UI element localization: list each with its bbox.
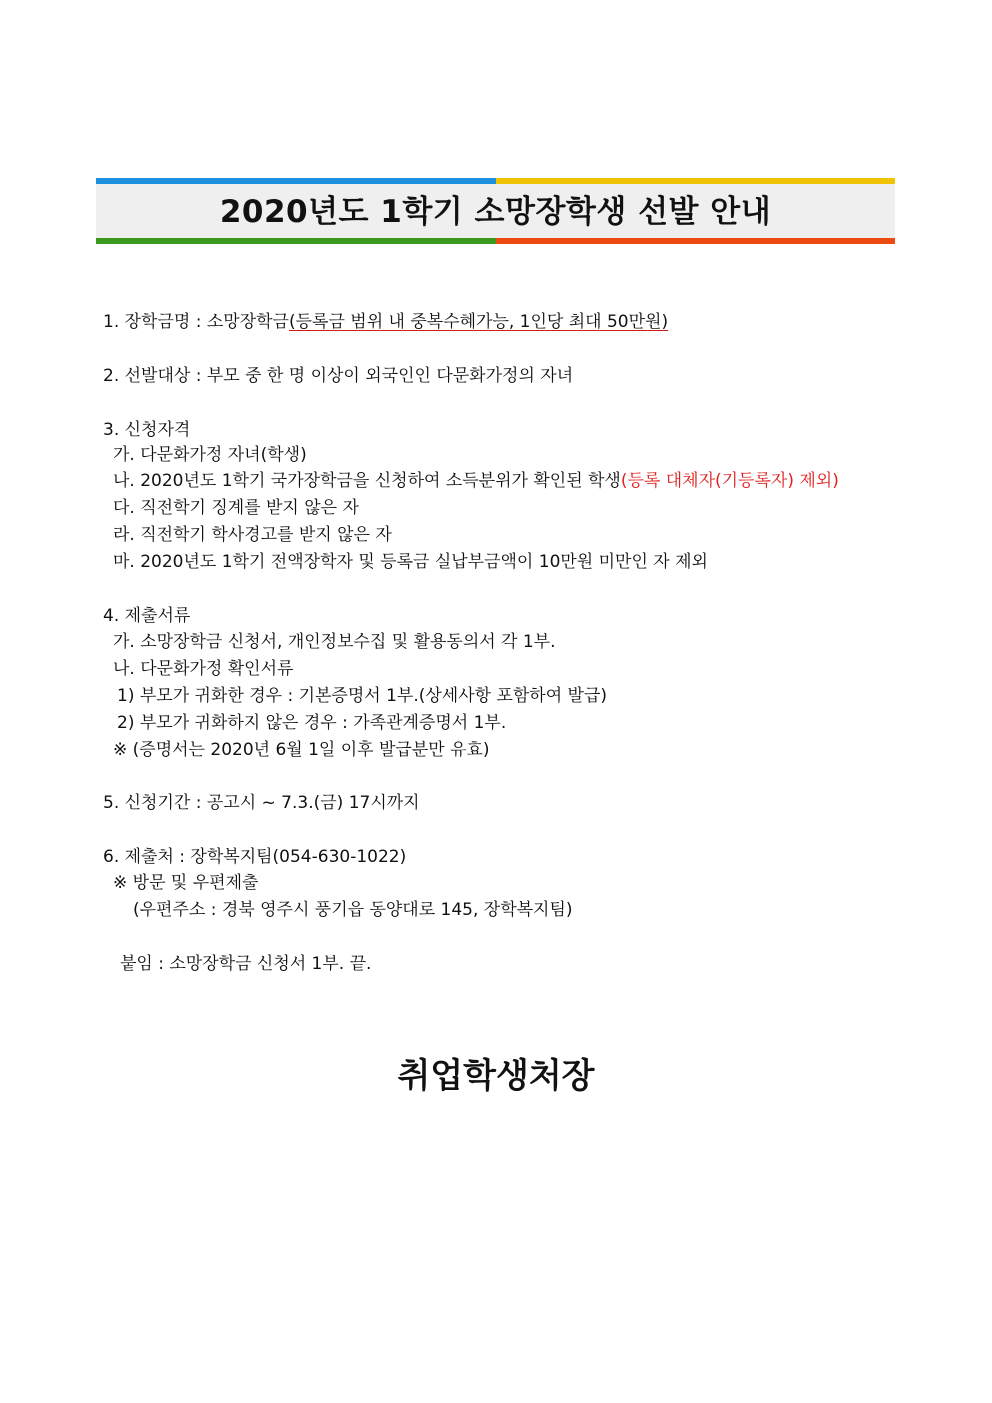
section-2-eligibility-target: 2. 선발대상 : 부모 중 한 명 이상이 외국인인 다문화가정의 자녀 [103,366,574,386]
section-4-item-ga: 가. 소망장학금 신청서, 개인정보수집 및 활용동의서 각 1부. [113,632,556,652]
section-6-office: 6. 제출처 : 장학복지팀(054-630-1022) [103,847,407,867]
title-bar-top-right [496,178,895,184]
section-3-item-ra: 라. 직전학기 학사경고를 받지 않은 자 [113,525,392,545]
section-3-item-da: 다. 직전학기 징계를 받지 않은 자 [113,498,359,518]
section-6-note: ※ 방문 및 우편제출 [113,873,259,893]
section-4-heading: 4. 제출서류 [103,606,191,626]
section-4-item-na-1: 1) 부모가 귀화한 경우 : 기본증명서 1부.(상세사항 포함하여 발급) [117,686,608,706]
section-3-item-na-exception: (등록 대체자(기등록자) 제외) [620,471,839,491]
title-banner [96,178,895,244]
section-3-item-na [113,470,839,492]
title-bar-bottom-right [496,238,895,244]
section-1-detail: (등록금 범위 내 중복수혜가능, 1인당 최대 50만원) [288,312,669,332]
section-5-period: 5. 신청기간 : 공고시 ~ 7.3.(금) 17시까지 [103,793,420,813]
section-3-heading: 3. 신청자격 [103,420,191,440]
title-bar-bottom-left [96,238,496,244]
section-4-item-na: 나. 다문화가정 확인서류 [113,659,294,679]
issuer-signature: 취업학생처장 [397,1056,595,1096]
section-3-item-ma: 마. 2020년도 1학기 전액장학자 및 등록금 실납부금액이 10만원 미만인 자 제외 [113,552,708,572]
section-4-note: ※ (증명서는 2020년 6월 1일 이후 발급분만 유효) [113,740,490,760]
section-1-label: 1. 장학금명 : 소망장학금 [103,312,289,332]
page-title: 2020년도 1학기 소망장학생 선발 안내 [219,194,772,230]
section-4-item-na-2: 2) 부모가 귀화하지 않은 경우 : 가족관계증명서 1부. [117,713,507,733]
section-3-item-ga: 가. 다문화가정 자녀(학생) [113,445,307,465]
section-6-address: (우편주소 : 경북 영주시 풍기읍 동양대로 145, 장학복지팀) [133,900,573,920]
section-3-item-na-text: 나. 2020년도 1학기 국가장학금을 신청하여 소득분위가 확인된 학생 [113,471,621,491]
section-1-scholarship-name [103,311,668,333]
title-bar-top-left [96,178,496,184]
attachment-note: 붙임 : 소망장학금 신청서 1부. 끝. [120,954,372,974]
